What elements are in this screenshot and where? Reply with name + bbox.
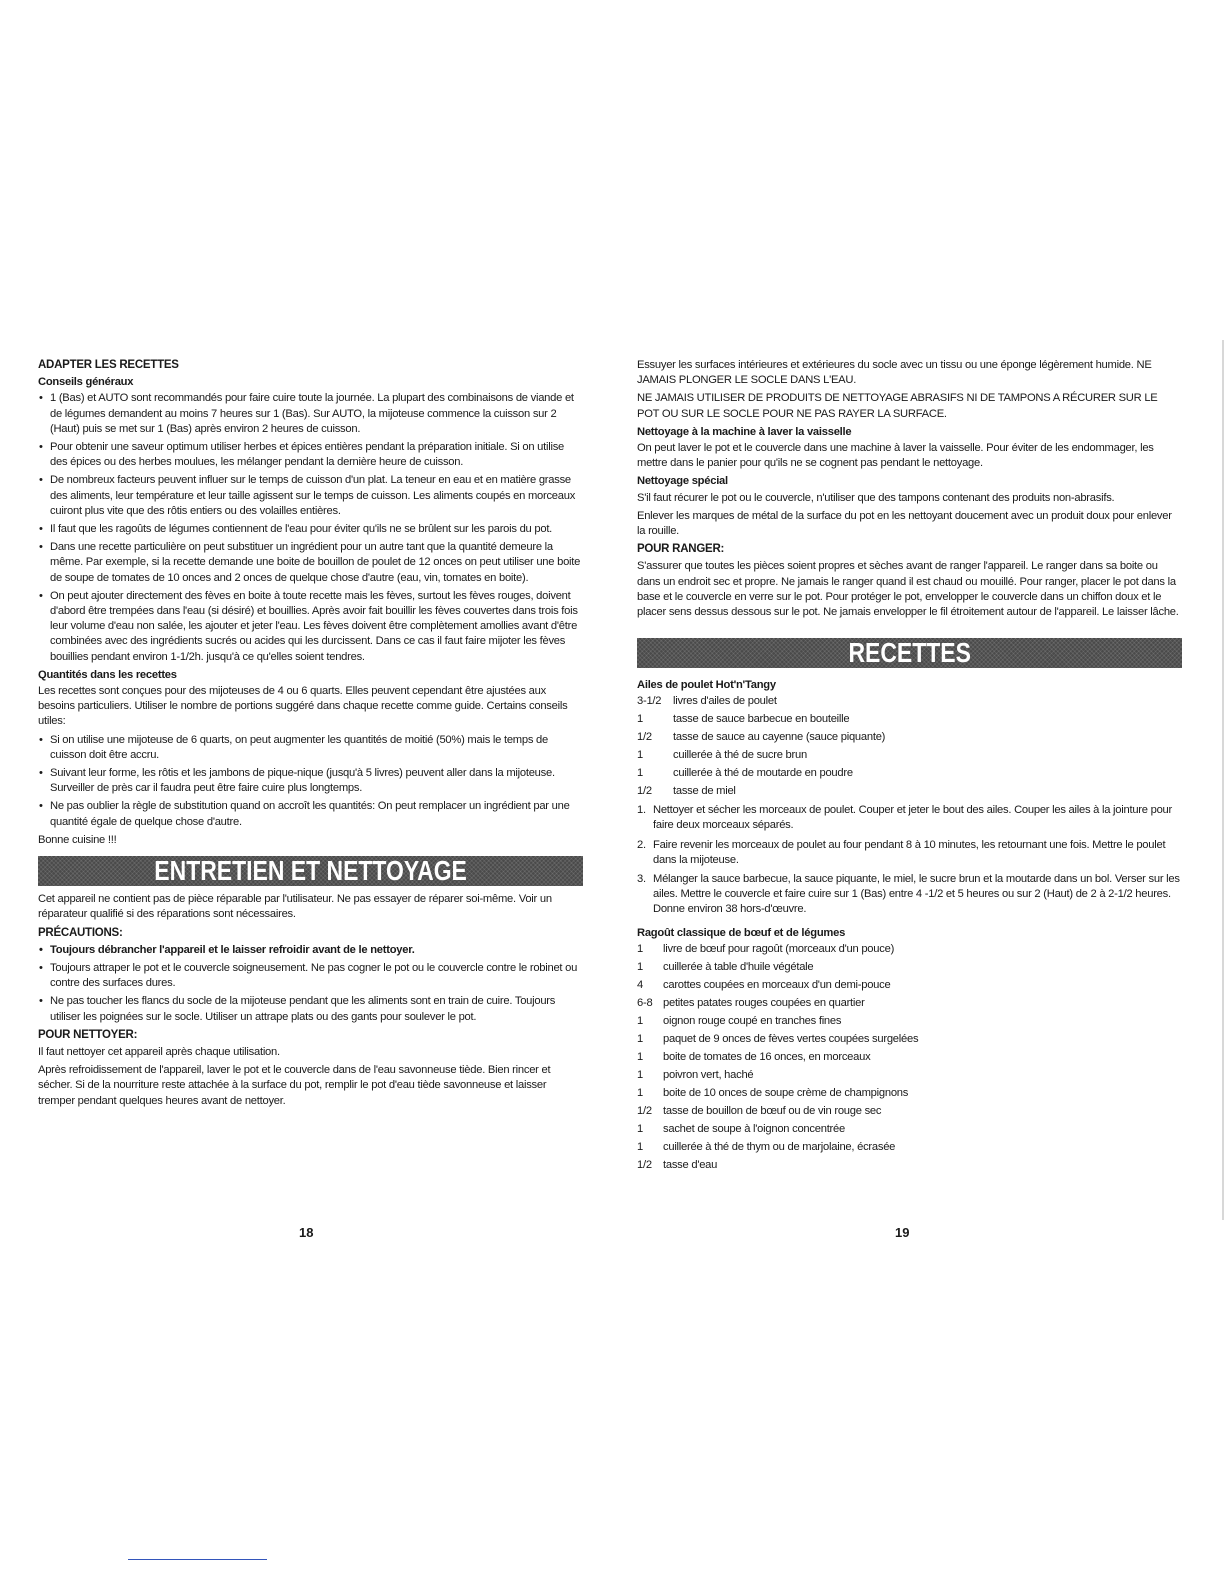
ingredient-row bbox=[637, 1104, 1182, 1119]
ingredient-text: paquet de 9 onces de fèves vertes coupées surgelées bbox=[663, 1032, 919, 1045]
banner-entretien-label: ENTRETIEN ET NETTOYAGE bbox=[154, 855, 467, 887]
machine-text: On peut laver le pot et le couvercle dans une machine à laver la vaisselle. Pour éviter de les endommager, les mettre dans le panier pour qu'ils ne se cognent pas pendant le nettoyage. bbox=[637, 442, 1154, 470]
ingredient-row bbox=[637, 694, 1182, 709]
list-item: • Suivant leur forme, les rôtis et les jambons de pique-nique (jusqu'à 5 livres) peuvent aller dans la mijoteuse. Surveiller de près car il faudra peut être faire cuire plus longtemps. bbox=[38, 766, 583, 796]
list-item: • Dans une recette particulière on peut substituer un ingrédient pour un autre tant que la quantité demeure la même. Par exemple, si la recette demande une boite de bouillon de poulet de 12 onces on peut utiliser une boite de soupe de tomates de 10 onces and 2 onces de quelque chose d'autre (eau, vin, tomates en boite). bbox=[38, 540, 583, 586]
nettoyer-text-2: Après refroidissement de l'appareil, laver le pot et le couvercle dans de l'eau savonneuse tiède. Bien rincer et sécher. Si de la nourriture reste attachée à la surface du pot, remplir le pot d'eau tiède savonneuse et laisser tremper pendant quelques heures avant de nettoyer. bbox=[38, 1064, 551, 1107]
recipe-1-steps bbox=[637, 803, 1182, 917]
list-item: • De nombreux facteurs peuvent influer sur le temps de cuisson d'un plat. La teneur en eau et en matière grasse des aliments, leur température et leur taille agissent sur le temps de cuisson. Les aliments coupés en morceaux cuiront plus vite que des rôtis entiers ou des volailles entières. bbox=[38, 473, 583, 519]
ingredient-qty: 1/2 bbox=[637, 785, 652, 798]
ingredient-text: oignon rouge coupé en tranches fines bbox=[663, 1014, 842, 1027]
ingredient-text: boite de tomates de 16 onces, en morceaux bbox=[663, 1050, 871, 1063]
ingredient-qty: 1 bbox=[637, 767, 643, 780]
quantites-list bbox=[38, 733, 583, 830]
special-text-1: S'il faut récurer le pot ou le couvercle, n'utiliser que des tampons contenant des produits non-abrasifs. bbox=[637, 491, 1115, 504]
step-item bbox=[637, 872, 1182, 918]
step-number: 3. bbox=[637, 872, 646, 885]
banner-recettes bbox=[637, 638, 1182, 668]
ingredient-text: tasse de sauce au cayenne (sauce piquante) bbox=[673, 731, 886, 744]
list-item: • Ne pas toucher les flancs du socle de la mijoteuse pendant que les aliments sont en train de cuire. Toujours utiliser les poignées sur le socle. Utiliser un attrape plats ou des gants pour soulever le pot. bbox=[38, 994, 583, 1024]
banner-entretien bbox=[38, 856, 583, 886]
step-item bbox=[637, 803, 1182, 833]
ingredient-text: petites patates rouges coupées en quartier bbox=[663, 996, 865, 1009]
step-number: 2. bbox=[637, 838, 646, 851]
ingredient-row bbox=[637, 1122, 1182, 1137]
ingredient-qty: 1/2 bbox=[637, 731, 652, 744]
ingredient-qty: 4 bbox=[637, 978, 643, 991]
ingredient-qty: 6-8 bbox=[637, 996, 653, 1009]
precautions-list bbox=[38, 943, 583, 1025]
ingredient-row bbox=[637, 942, 1182, 957]
special-text-2: Enlever les marques de métal de la surface du pot en les nettoyant doucement avec un produit doux pour enlever la rouille. bbox=[637, 509, 1172, 538]
ranger-heading: POUR RANGER: bbox=[637, 543, 725, 556]
left-column bbox=[38, 358, 583, 1112]
special-heading: Nettoyage spécial bbox=[637, 475, 728, 488]
ingredient-text: livres d'ailes de poulet bbox=[673, 695, 777, 708]
ingredient-text: tasse d'eau bbox=[663, 1158, 718, 1171]
ingredient-text: cuillerée à thé de sucre brun bbox=[673, 749, 807, 762]
ingredient-row bbox=[637, 1014, 1182, 1029]
ingredient-row bbox=[637, 766, 1182, 781]
ingredient-text: sachet de soupe à l'oignon concentrée bbox=[663, 1122, 845, 1135]
ingredient-qty: 1 bbox=[637, 1032, 643, 1045]
ingredient-row bbox=[637, 960, 1182, 975]
ingredient-row bbox=[637, 730, 1182, 745]
ingredient-row bbox=[637, 978, 1182, 993]
recipe-1-ingredients bbox=[637, 694, 1182, 799]
ingredient-text: boite de 10 onces de soupe crème de champignons bbox=[663, 1086, 909, 1099]
ingredient-qty: 1 bbox=[637, 1014, 643, 1027]
ingredient-qty: 1 bbox=[637, 713, 643, 726]
entretien-intro: Cet appareil ne contient pas de pièce réparable par l'utilisateur. Ne pas essayer de réparer soi-même. Voir un réparateur qualifié si des réparations sont nécessaires. bbox=[38, 893, 552, 921]
ingredient-row bbox=[637, 1140, 1182, 1155]
nettoyer-text-1: Il faut nettoyer cet appareil après chaque utilisation. bbox=[38, 1045, 280, 1058]
ranger-text: S'assurer que toutes les pièces soient propres et sèches avant de ranger l'appareil. Le ranger dans sa boite ou dans un endroit sec et propre. Ne jamais le ranger quand il est chaud ou mouillé. Pour ranger, placer le pot dans la base et le couvercle en verre sur le pot. Pour protéger le pot, envelopper le couvercle dans un chiffon doux et le placer sens dessus dessous sur le pot. Ne jamais envelopper le fil étroitement autour de l'appareil. Le laisser lâche. bbox=[637, 560, 1179, 619]
banner-recettes-label: RECETTES bbox=[848, 637, 971, 669]
page-number-left: 18 bbox=[299, 1225, 314, 1240]
recipe-2-title: Ragoût classique de bœuf et de légumes bbox=[637, 926, 846, 939]
ingredient-qty: 1 bbox=[637, 1140, 643, 1153]
step-text: Nettoyer et sécher les morceaux de poulet. Couper et jeter le bout des ailes. Couper les ailes à la jointure pour faire deux morceaux séparés. bbox=[653, 804, 1172, 832]
ingredient-text: tasse de bouillon de bœuf ou de vin rouge sec bbox=[663, 1104, 882, 1117]
ingredient-row bbox=[637, 1158, 1182, 1173]
ingredient-qty: 1 bbox=[637, 942, 643, 955]
list-item: • Pour obtenir une saveur optimum utiliser herbes et épices entières pendant la préparation initiale. Si on utilise des épices ou des herbes moulues, les mélanger pendant la dernière heure de cuisson. bbox=[38, 440, 583, 470]
list-item: • Si on utilise une mijoteuse de 6 quarts, on peut augmenter les quantités de moitié (50%) mais le temps de cuisson doit être accru. bbox=[38, 733, 583, 763]
conseils-list bbox=[38, 391, 583, 664]
ingredient-qty: 3-1/2 bbox=[637, 695, 662, 708]
nettoyer-heading: POUR NETTOYER: bbox=[38, 1028, 138, 1041]
essuyer-text: Essuyer les surfaces intérieures et extérieures du socle avec un tissu ou une éponge légèrement humide. NE JAMAIS PLONGER LE SOCLE DANS L'EAU. bbox=[637, 359, 1152, 387]
ingredient-qty: 1/2 bbox=[637, 1104, 652, 1117]
ingredient-row bbox=[637, 1050, 1182, 1065]
abrasifs-warning: NE JAMAIS UTILISER DE PRODUITS DE NETTOYAGE ABRASIFS NI DE TAMPONS A RÉCURER SUR LE POT OU SUR LE SOCLE POUR NE PAS RAYER LA SURFACE. bbox=[637, 392, 1158, 420]
subheading-quantites: Quantités dans les recettes bbox=[38, 668, 177, 681]
ingredient-row bbox=[637, 748, 1182, 763]
ingredient-qty: 1/2 bbox=[637, 1158, 652, 1171]
ingredient-qty: 1 bbox=[637, 960, 643, 973]
ingredient-qty: 1 bbox=[637, 749, 643, 762]
page-number-right: 19 bbox=[895, 1225, 910, 1240]
recipe-1-title: Ailes de poulet Hot'n'Tangy bbox=[637, 679, 776, 692]
list-item: • Toujours attraper le pot et le couvercle soigneusement. Ne pas cogner le pot ou le couvercle contre le robinet ou contre des surfaces dures. bbox=[38, 961, 583, 991]
ingredient-qty: 1 bbox=[637, 1122, 643, 1135]
ingredient-row bbox=[637, 712, 1182, 727]
precautions-heading: PRÉCAUTIONS: bbox=[38, 926, 123, 939]
right-column bbox=[637, 358, 1182, 1176]
ingredient-text: cuillerée à thé de moutarde en poudre bbox=[673, 767, 853, 780]
recipe-2-ingredients bbox=[637, 942, 1182, 1173]
step-text: Mélanger la sauce barbecue, la sauce piquante, le miel, le sucre brun et la moutarde dans un bol. Verser sur les ailes. Mettre le couvercle et faire cuire sur 1 (Bas) entre 4 -1/2 et 5 heures ou sur 2 (Haut) de 2 à 2-1/2 heures. Donne environ 38 hors-d'œuvre. bbox=[653, 872, 1180, 916]
ingredient-text: carottes coupées en morceaux d'un demi-pouce bbox=[663, 978, 891, 991]
section-heading-adapter: ADAPTER LES RECETTES bbox=[38, 359, 179, 371]
ingredient-qty: 1 bbox=[637, 1050, 643, 1063]
ingredient-text: tasse de miel bbox=[673, 785, 736, 798]
ingredient-text: poivron vert, haché bbox=[663, 1068, 754, 1081]
ingredient-row bbox=[637, 1068, 1182, 1083]
list-item: • On peut ajouter directement des fèves en boite à toute recette mais les fèves, surtout les fèves rouges, doivent d'abord être trempées dans l'eau (si désiré) et bouillies. Après avoir fait bouillir les fèves couvertes dans trois fois leur volume d'eau non salée, les ajouter et jeter l'eau. Les fèves doivent être complètement amollies avant d'être combinées avec des ingrédients sucrés ou acides qui les durcissent. Dans ce cas il faut faire mijoter les fèves bouillies pendant environ 1-1/2h. jusqu'à ce qu'elles soient tendres. bbox=[38, 589, 583, 665]
list-item: • Toujours débrancher l'appareil et le laisser refroidir avant de le nettoyer. bbox=[38, 943, 583, 958]
ingredient-qty: 1 bbox=[637, 1068, 643, 1081]
step-text: Faire revenir les morceaux de poulet au four pendant 8 à 10 minutes, les retournant une fois. Mettre le poulet dans la mijoteuse. bbox=[653, 838, 1166, 866]
step-item bbox=[637, 838, 1182, 868]
ingredient-text: cuillerée à table d'huile végétale bbox=[663, 960, 814, 973]
ingredient-text: cuillerée à thé de thym ou de marjolaine, écrasée bbox=[663, 1140, 896, 1153]
subheading-conseils: Conseils généraux bbox=[38, 376, 134, 389]
ingredient-text: livre de bœuf pour ragoût (morceaux d'un pouce) bbox=[663, 942, 895, 955]
ingredient-row bbox=[637, 784, 1182, 799]
ingredient-row bbox=[637, 996, 1182, 1011]
ingredient-row bbox=[637, 1032, 1182, 1047]
list-item: • Ne pas oublier la règle de substitution quand on accroît les quantités: On peut remplacer un ingrédient par une quantité égale de quelque chose d'autre. bbox=[38, 799, 583, 829]
footer-divider bbox=[128, 1559, 267, 1560]
list-item: • 1 (Bas) et AUTO sont recommandés pour faire cuire toute la journée. La plupart des combinaisons de viande et de légumes demandent au moins 7 heures sur 1 (Bas). Sur AUTO, la mijoteuse commence la cuisson sur 2 (Haut) puis se met sur 1 (Bas) après environ 2 heures de cuisson. bbox=[38, 391, 583, 437]
step-number: 1. bbox=[637, 804, 646, 817]
machine-heading: Nettoyage à la machine à laver la vaisselle bbox=[637, 425, 852, 438]
list-item: • Il faut que les ragoûts de légumes contiennent de l'eau pour éviter qu'ils ne se brûlent sur les parois du pot. bbox=[38, 522, 583, 537]
quantites-intro: Les recettes sont conçues pour des mijoteuses de 4 ou 6 quarts. Elles peuvent cependant être ajustées aux besoins particuliers. Utiliser le nombre de portions suggéré dans chaque recette comme guide. Certains conseils utiles: bbox=[38, 685, 568, 728]
ingredient-row bbox=[637, 1086, 1182, 1101]
ingredient-qty: 1 bbox=[637, 1086, 643, 1099]
bonne-cuisine: Bonne cuisine !!! bbox=[38, 833, 117, 846]
ingredient-text: tasse de sauce barbecue en bouteille bbox=[673, 713, 850, 726]
